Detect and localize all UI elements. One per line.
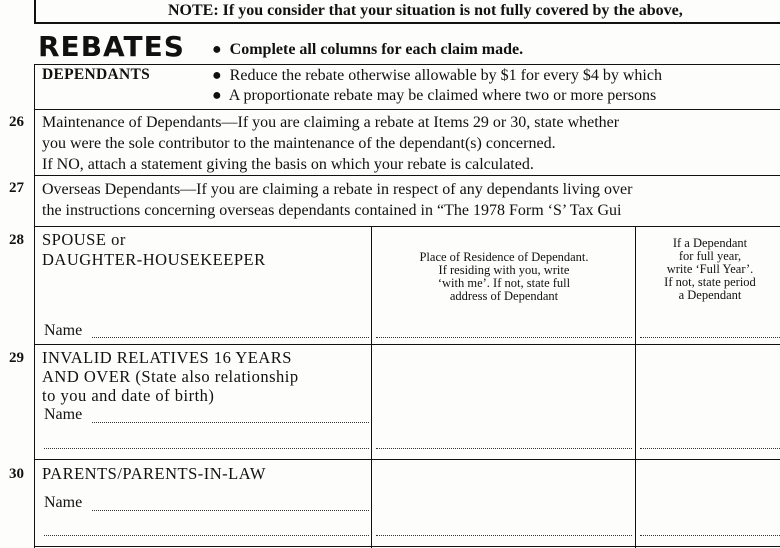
name-field-parents-line2[interactable] (44, 535, 369, 536)
header-line: If not, state period (664, 275, 756, 289)
residence-column-header (376, 251, 632, 303)
bullet-complete-text: Complete all columns for each claim made. (229, 41, 524, 58)
period-field-parents[interactable] (640, 535, 780, 536)
header-line: If residing with you, write (438, 263, 570, 277)
parents-label (42, 464, 266, 484)
residence-field-parents[interactable] (376, 535, 632, 536)
text-line: the instructions concerning overseas dependants contained in “The 1978 Form ‘S’ Tax Gui (42, 202, 622, 219)
label-line: to you and date of birth) (42, 386, 215, 405)
label-line: DAUGHTER-HOUSEKEEPER (42, 250, 266, 269)
item-27-text (42, 179, 632, 221)
name-label: Name (44, 494, 83, 511)
dependants-label: DEPENDANTS (42, 66, 151, 83)
text-line: Overseas Dependants—If you are claiming a rebate in respect of any dependants living over (42, 181, 633, 198)
text-line: If NO, attach a statement giving the basis on which your rebate is calculated. (42, 156, 534, 173)
name-label: Name (44, 406, 83, 423)
name-field-parents[interactable] (92, 510, 369, 511)
residence-field-spouse[interactable] (376, 337, 632, 338)
divider (34, 109, 780, 110)
note-text: NOTE: If you consider that your situation is not fully covered by the above, (168, 2, 683, 19)
bullet-icon: ● (212, 87, 229, 104)
label-line: INVALID RELATIVES 16 YEARS (42, 348, 292, 367)
bullet-icon: ● (212, 67, 230, 84)
invalid-relatives-label (42, 348, 299, 405)
bullet-reduce (212, 67, 662, 85)
divider (34, 344, 780, 345)
item-number: 28 (9, 232, 24, 248)
item-number: 29 (9, 350, 24, 366)
header-line: write ‘Full Year’. (666, 262, 754, 276)
bullet-reduce-text: Reduce the rebate otherwise allowable by $1 for every $4 by which (229, 67, 662, 84)
name-label: Name (44, 322, 83, 339)
column-divider (371, 226, 372, 548)
text-line: Maintenance of Dependants—If you are claiming a rebate at Items 29 or 30, state whether (42, 114, 620, 131)
column-divider (635, 226, 636, 548)
header-line: ‘with me’. If not, state full (437, 276, 571, 290)
item-number: 26 (9, 114, 24, 130)
text-line: you were the sole contributor to the maintenance of the dependant(s) concerned. (42, 135, 556, 152)
form-top-border (34, 64, 780, 65)
period-field-invalid[interactable] (640, 448, 780, 449)
name-field-spouse[interactable] (92, 337, 369, 338)
item-number: 27 (9, 180, 24, 196)
header-line: for full year, (678, 249, 742, 263)
header-line: address of Dependant (449, 289, 559, 303)
bullet-proportionate (212, 87, 656, 105)
bullet-icon: ● (212, 41, 230, 58)
form-left-border (34, 64, 35, 548)
divider (34, 175, 780, 176)
rebates-heading: REBATES (38, 30, 185, 63)
label-line: PARENTS/PARENTS-IN-LAW (42, 464, 266, 483)
header-line: Place of Residence of Dependant. (419, 250, 589, 264)
header-line: If a Dependant (672, 236, 748, 250)
name-field-invalid[interactable] (92, 422, 369, 423)
period-field-spouse[interactable] (640, 337, 780, 338)
period-column-header (640, 237, 780, 302)
header-line: a Dependant (678, 288, 742, 302)
name-field-invalid-line2[interactable] (44, 448, 369, 449)
spouse-label (42, 230, 266, 270)
form-bottom-border (34, 546, 780, 547)
item-26-text (42, 112, 619, 175)
residence-field-invalid[interactable] (376, 448, 632, 449)
label-line: SPOUSE or (42, 230, 126, 249)
bullet-complete (212, 41, 523, 59)
divider (34, 226, 780, 227)
divider (34, 459, 780, 460)
bullet-proportionate-text: A proportionate rebate may be claimed where two or more persons (228, 87, 657, 104)
item-number: 30 (9, 466, 24, 482)
label-line: AND OVER (State also relationship (42, 367, 299, 386)
